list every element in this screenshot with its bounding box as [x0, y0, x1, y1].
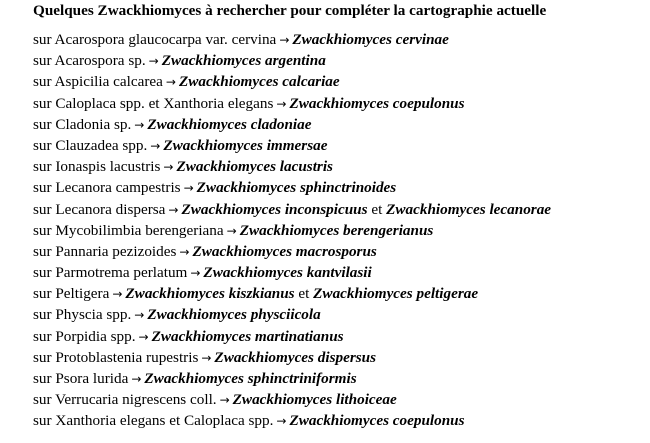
arrow-icon: → — [226, 223, 237, 238]
host-name: sur Ionaspis lacustris — [33, 158, 161, 176]
list-item — [33, 262, 551, 283]
arrow-icon: → — [134, 117, 145, 132]
host-name: sur Xanthoria elegans et Caloplaca spp. — [33, 412, 274, 430]
host-name: sur Lecanora campestris — [33, 179, 181, 197]
species-name: Zwackhiomyces calcariae — [178, 73, 340, 91]
species-name: Zwackhiomyces lacustris — [176, 158, 333, 176]
list-item — [33, 29, 551, 50]
list-item — [33, 93, 551, 114]
list-item — [33, 283, 551, 304]
arrow-icon: → — [138, 329, 149, 344]
species-name: Zwackhiomyces kiszkianus — [125, 285, 295, 303]
arrow-icon: → — [183, 181, 194, 196]
host-name: sur Protoblastenia rupestris — [33, 348, 199, 366]
document-title: Quelques Zwackhiomyces à rechercher pour compléter la cartographie actuelle — [33, 2, 547, 19]
list-item — [33, 199, 551, 220]
host-name: sur Acarospora glaucocarpa var. cervina — [33, 31, 277, 48]
arrow-icon: → — [112, 287, 123, 302]
species-name: Zwackhiomyces coepulonus — [289, 94, 465, 112]
list-item — [33, 177, 551, 198]
arrow-icon: → — [219, 393, 230, 408]
arrow-icon: → — [276, 414, 287, 429]
list-item — [33, 326, 551, 347]
list-item — [33, 156, 551, 177]
list-item — [33, 71, 551, 92]
host-name: sur Acarospora sp. — [33, 52, 146, 70]
species-name: Zwackhiomyces argentina — [161, 52, 326, 70]
species-name: Zwackhiomyces sphinctrinoides — [196, 179, 397, 197]
host-taxon-list — [33, 29, 551, 432]
host-name: sur Peltigera — [33, 285, 110, 303]
host-name: sur Clauzadea spp. — [33, 136, 148, 154]
arrow-icon: → — [179, 244, 190, 259]
arrow-icon: → — [163, 160, 174, 175]
list-item — [33, 241, 551, 262]
arrow-icon: → — [134, 308, 145, 323]
species-name: Zwackhiomyces physciicola — [147, 306, 321, 324]
host-name: sur Psora lurida — [33, 370, 129, 387]
host-name: sur Verrucaria nigrescens coll. — [33, 391, 217, 409]
species-name: Zwackhiomyces inconspicuus — [181, 200, 368, 218]
host-name: sur Pannaria pezizoides — [33, 242, 177, 260]
host-name: sur Caloplaca spp. et Xanthoria elegans — [33, 94, 274, 112]
species-name: Zwackhiomyces martinatianus — [151, 327, 344, 345]
joiner-text: et — [371, 200, 383, 218]
host-name: sur Porpidia spp. — [33, 327, 136, 345]
arrow-icon: → — [165, 75, 176, 90]
host-name: sur Physcia spp. — [33, 306, 132, 324]
host-name: sur Mycobilimbia berengeriana — [33, 221, 224, 239]
species-name: Zwackhiomyces lecanorae — [386, 200, 552, 218]
joiner-text: et — [298, 285, 310, 303]
species-name: Zwackhiomyces peltigerae — [313, 285, 479, 303]
arrow-icon: → — [148, 54, 159, 69]
species-name: Zwackhiomyces berengerianus — [239, 221, 434, 239]
species-name: Zwackhiomyces macrosporus — [192, 242, 377, 260]
species-name: Zwackhiomyces immersae — [163, 136, 328, 154]
list-item — [33, 389, 551, 410]
species-name: Zwackhiomyces cladoniae — [147, 115, 312, 133]
host-name: sur Cladonia sp. — [33, 115, 132, 133]
arrow-icon: → — [201, 350, 212, 365]
host-name: sur Parmotrema perlatum — [33, 264, 188, 282]
arrow-icon: → — [131, 372, 142, 386]
list-item — [33, 410, 551, 431]
host-name: sur Aspicilia calcarea — [33, 73, 163, 91]
host-name: sur Lecanora dispersa — [33, 200, 166, 218]
species-name: Zwackhiomyces lithoiceae — [232, 391, 397, 409]
list-item — [33, 50, 551, 71]
list-item — [33, 114, 551, 135]
arrow-icon: → — [279, 33, 290, 47]
arrow-icon: → — [276, 96, 287, 111]
arrow-icon: → — [150, 138, 161, 153]
species-name: Zwackhiomyces cervinae — [292, 31, 449, 48]
list-item — [33, 135, 551, 156]
species-name: Zwackhiomyces dispersus — [214, 348, 376, 366]
arrow-icon: → — [168, 202, 179, 217]
species-name: Zwackhiomyces kantvilasii — [203, 264, 372, 282]
list-item — [33, 347, 551, 368]
list-item — [33, 220, 551, 241]
species-name: Zwackhiomyces coepulonus — [289, 412, 465, 430]
list-item — [33, 368, 551, 389]
species-name: Zwackhiomyces sphinctriniformis — [144, 370, 357, 387]
list-item — [33, 304, 551, 325]
arrow-icon: → — [190, 266, 201, 281]
